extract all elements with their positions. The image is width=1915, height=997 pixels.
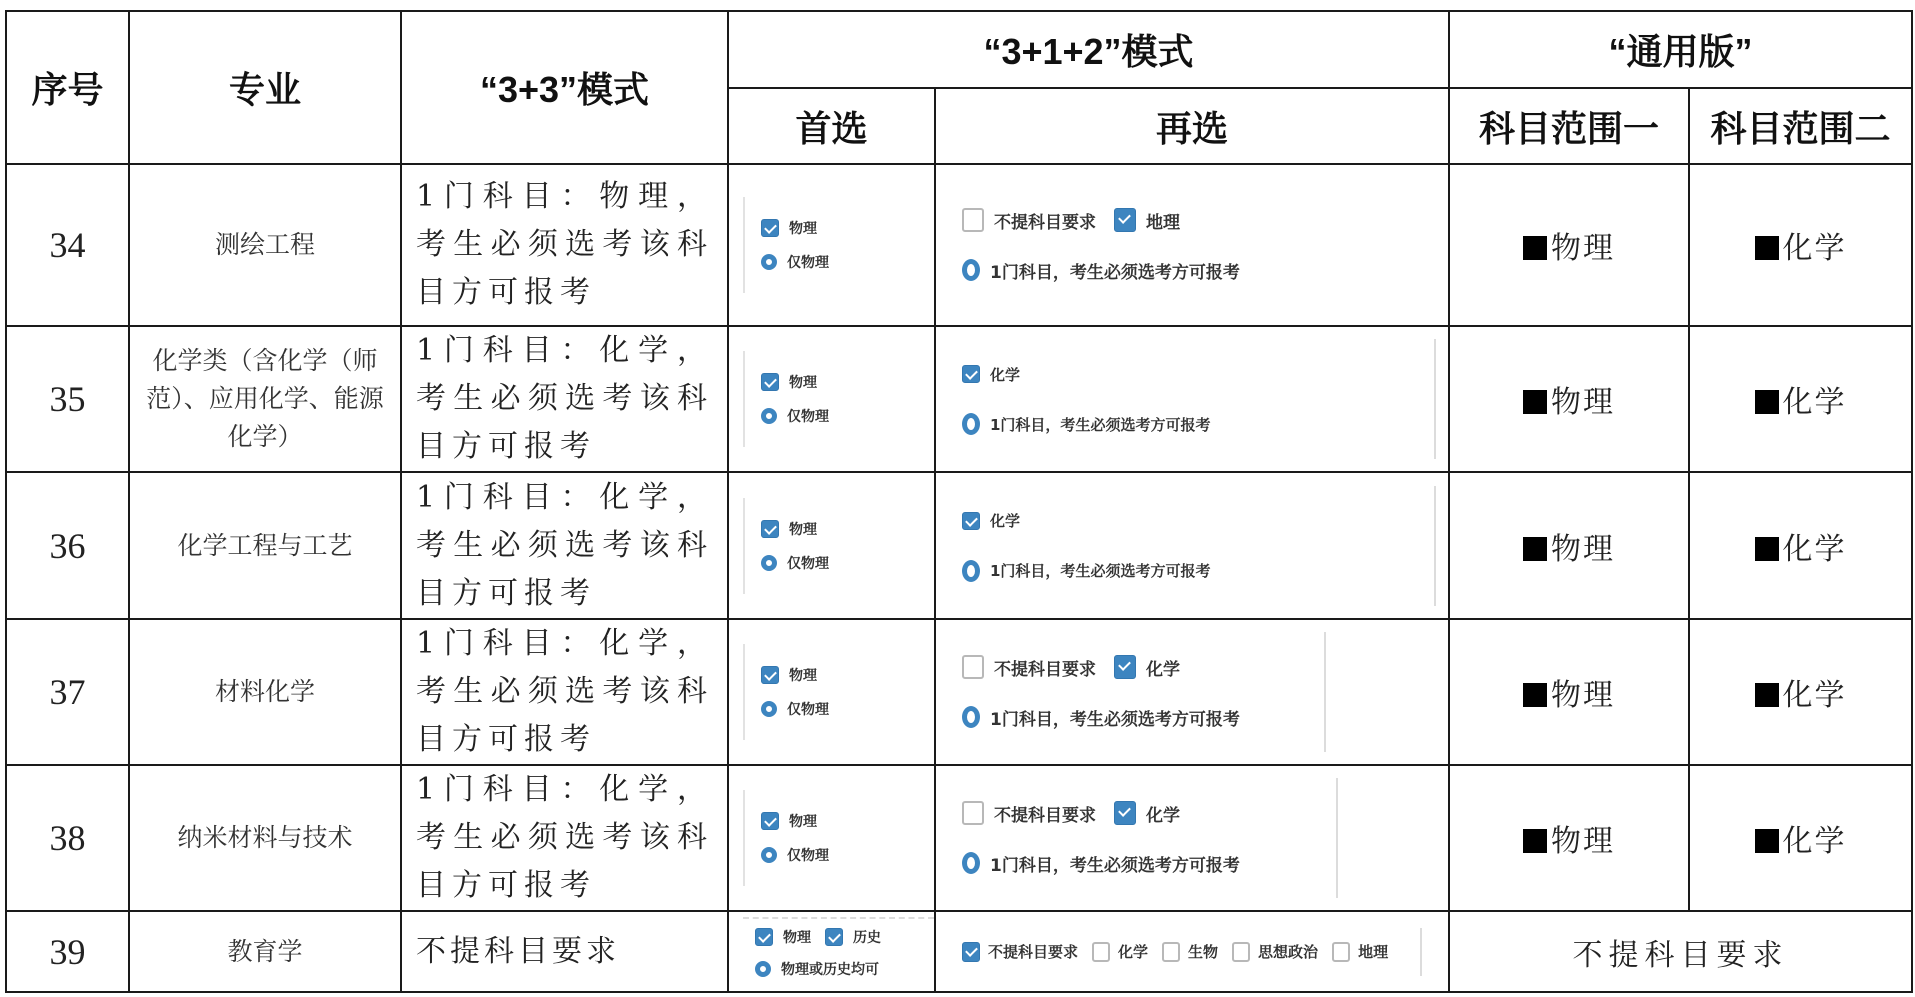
row-seq: 37 <box>6 619 129 765</box>
row-range1 <box>1449 164 1689 326</box>
range2-value: 化学 <box>1782 385 1847 420</box>
filled-square-icon <box>1523 236 1547 260</box>
re-select-panel <box>936 349 1448 449</box>
checkbox-label: 地理 <box>1146 212 1180 233</box>
radio-label: 仅物理 <box>787 702 829 718</box>
header-seq: 序号 <box>6 11 129 164</box>
checkbox-checked-icon[interactable] <box>755 928 773 946</box>
checkbox-label: 物理 <box>783 929 811 946</box>
row-re-select <box>935 472 1449 619</box>
row-re-select <box>935 619 1449 765</box>
header-mode-3-1-2: “3+1+2”模式 <box>728 11 1449 88</box>
checkbox-checked-icon[interactable] <box>1114 801 1136 825</box>
radio-selected-icon[interactable] <box>962 413 980 435</box>
checkbox-label: 不提科目要求 <box>994 212 1096 233</box>
radio-selected-icon[interactable] <box>761 408 777 424</box>
checkbox-label: 化学 <box>1118 943 1149 961</box>
header-mode-3-3: “3+3”模式 <box>401 11 728 164</box>
checkbox-unchecked-icon[interactable] <box>1092 942 1110 962</box>
panel-divider <box>1434 339 1436 459</box>
checkbox-label: 生物 <box>1188 943 1219 961</box>
checkbox-unchecked-icon[interactable] <box>962 655 984 679</box>
first-choice-panel <box>743 790 934 886</box>
range1-value: 物理 <box>1551 824 1615 859</box>
table-row <box>6 326 1912 472</box>
radio-label: 仅物理 <box>787 255 829 271</box>
re-select-panel <box>936 788 1448 888</box>
checkbox-label: 地理 <box>1358 943 1389 961</box>
re-select-panel <box>936 496 1448 596</box>
checkbox-label: 化学 <box>1146 659 1180 680</box>
first-choice-panel <box>729 919 934 987</box>
row-first-choice <box>728 619 935 765</box>
row-mode-3-3: 1门科目：化学，考生必须选考该科目方可报考 <box>401 619 728 765</box>
checkbox-label: 化学 <box>1146 805 1180 826</box>
radio-label: 1门科目，考生必须选考方可报考 <box>990 855 1240 876</box>
row-re-select <box>935 765 1449 911</box>
checkbox-label: 物理 <box>789 221 817 237</box>
checkbox-checked-icon[interactable] <box>761 373 779 391</box>
checkbox-unchecked-icon[interactable] <box>962 801 984 825</box>
radio-label: 1门科目，考生必须选考方可报考 <box>990 709 1240 730</box>
row-seq: 36 <box>6 472 129 619</box>
first-choice-panel <box>743 498 934 594</box>
table-row <box>6 619 1912 765</box>
range1-value: 物理 <box>1551 531 1615 567</box>
radio-selected-icon[interactable] <box>761 701 777 717</box>
filled-square-icon <box>1755 236 1779 260</box>
first-choice-panel <box>743 197 934 293</box>
row-mode-3-3: 1门科目：物理，考生必须选考该科目方可报考 <box>401 164 728 326</box>
radio-selected-icon[interactable] <box>962 560 980 582</box>
header-general: “通用版” <box>1449 11 1912 88</box>
row-mode-3-3: 1门科目：化学，考生必须选考该科目方可报考 <box>401 765 728 911</box>
radio-selected-icon[interactable] <box>755 961 771 977</box>
radio-label: 1门科目，考生必须选考方可报考 <box>990 262 1240 283</box>
row-range1 <box>1449 619 1689 765</box>
radio-selected-icon[interactable] <box>761 847 777 863</box>
radio-label: 物理或历史均可 <box>781 961 879 978</box>
range1-value: 物理 <box>1551 678 1615 713</box>
re-select-panel <box>936 642 1448 742</box>
radio-selected-icon[interactable] <box>962 706 980 728</box>
filled-square-icon <box>1755 829 1779 853</box>
checkbox-checked-icon[interactable] <box>825 928 843 946</box>
checkbox-label: 化学 <box>990 365 1021 384</box>
radio-label: 1门科目，考生必须选考方可报考 <box>990 562 1211 580</box>
filled-square-icon <box>1755 537 1779 561</box>
row-re-select <box>935 164 1449 326</box>
panel-divider <box>1336 778 1338 898</box>
row-first-choice <box>728 326 935 472</box>
checkbox-checked-icon[interactable] <box>761 219 779 237</box>
panel-divider <box>1434 486 1436 606</box>
row-seq: 34 <box>6 164 129 326</box>
table-row <box>6 765 1912 911</box>
checkbox-checked-icon[interactable] <box>761 812 779 830</box>
checkbox-checked-icon[interactable] <box>1114 655 1136 679</box>
first-choice-panel <box>743 351 934 447</box>
row-first-choice <box>728 765 935 911</box>
row-range1 <box>1449 326 1689 472</box>
filled-square-icon <box>1755 683 1779 707</box>
row-major: 测绘工程 <box>129 164 401 326</box>
row-first-choice <box>728 164 935 326</box>
checkbox-label: 物理 <box>789 521 817 538</box>
range2-value: 化学 <box>1782 824 1847 859</box>
row-major: 纳米材料与技术 <box>129 765 401 911</box>
row-range2 <box>1689 164 1912 326</box>
header-first-choice: 首选 <box>728 88 935 164</box>
filled-square-icon <box>1523 683 1547 707</box>
row-re-select <box>935 911 1449 992</box>
checkbox-checked-icon[interactable] <box>962 512 980 530</box>
radio-label: 仅物理 <box>787 848 829 864</box>
range2-value: 化学 <box>1782 531 1847 567</box>
row-first-choice <box>728 911 935 992</box>
radio-selected-icon[interactable] <box>761 254 777 270</box>
filled-square-icon <box>1523 537 1547 561</box>
checkbox-checked-icon[interactable] <box>761 666 779 684</box>
subject-requirements-table <box>5 10 1913 993</box>
re-select-panel <box>936 195 1448 295</box>
filled-square-icon <box>1523 829 1547 853</box>
row-range2 <box>1689 619 1912 765</box>
radio-label: 仅物理 <box>787 409 829 425</box>
range2-value: 化学 <box>1782 678 1847 713</box>
checkbox-label: 物理 <box>789 375 817 391</box>
header-re-select: 再选 <box>935 88 1449 164</box>
checkbox-label: 不提科目要求 <box>994 805 1096 826</box>
filled-square-icon <box>1755 390 1779 414</box>
radio-label: 1门科目，考生必须选考方可报考 <box>990 415 1211 434</box>
panel-divider <box>1324 632 1326 752</box>
radio-label: 仅物理 <box>787 555 829 572</box>
checkbox-unchecked-icon[interactable] <box>1162 942 1180 962</box>
checkbox-label: 历史 <box>853 929 881 946</box>
checkbox-label: 不提科目要求 <box>988 943 1079 961</box>
row-seq: 38 <box>6 765 129 911</box>
checkbox-label: 化学 <box>990 512 1021 530</box>
row-re-select <box>935 326 1449 472</box>
row-major: 教育学 <box>129 911 401 992</box>
checkbox-label: 不提科目要求 <box>994 659 1096 680</box>
re-select-panel <box>936 932 1448 972</box>
row-range2 <box>1689 472 1912 619</box>
row-major: 材料化学 <box>129 619 401 765</box>
checkbox-unchecked-icon[interactable] <box>962 208 984 232</box>
header-major: 专业 <box>129 11 401 164</box>
row-range2 <box>1689 326 1912 472</box>
row-major: 化学类（含化学（师范）、应用化学、能源化学） <box>129 326 401 472</box>
header-range1: 科目范围一 <box>1449 88 1689 164</box>
row-range1 <box>1449 472 1689 619</box>
row-seq: 39 <box>6 911 129 992</box>
radio-selected-icon[interactable] <box>962 852 980 874</box>
row-mode-3-3: 1门科目：化学，考生必须选考该科目方可报考 <box>401 326 728 472</box>
table-row <box>6 164 1912 326</box>
row-general: 不提科目要求 <box>1449 911 1912 992</box>
row-range2 <box>1689 765 1912 911</box>
checkbox-checked-icon[interactable] <box>962 365 980 383</box>
row-major: 化学工程与工艺 <box>129 472 401 619</box>
table-row <box>6 472 1912 619</box>
checkbox-unchecked-icon[interactable] <box>1332 942 1350 962</box>
range1-value: 物理 <box>1551 385 1615 420</box>
range1-value: 物理 <box>1551 231 1615 266</box>
checkbox-checked-icon[interactable] <box>962 942 980 962</box>
checkbox-label: 思想政治 <box>1258 943 1319 961</box>
checkbox-label: 物理 <box>789 814 817 830</box>
header-range2: 科目范围二 <box>1689 88 1912 164</box>
row-first-choice <box>728 472 935 619</box>
range2-value: 化学 <box>1782 231 1847 266</box>
row-mode-3-3: 不提科目要求 <box>401 911 728 992</box>
checkbox-checked-icon[interactable] <box>761 520 779 538</box>
panel-divider <box>1420 928 1422 976</box>
checkbox-unchecked-icon[interactable] <box>1232 942 1250 962</box>
row-range1 <box>1449 765 1689 911</box>
filled-square-icon <box>1523 390 1547 414</box>
first-choice-panel <box>743 644 934 740</box>
row-mode-3-3: 1门科目：化学，考生必须选考该科目方可报考 <box>401 472 728 619</box>
checkbox-label: 物理 <box>789 668 817 684</box>
table-row <box>6 911 1912 992</box>
radio-selected-icon[interactable] <box>761 555 777 571</box>
row-seq: 35 <box>6 326 129 472</box>
checkbox-checked-icon[interactable] <box>1114 208 1136 232</box>
radio-selected-icon[interactable] <box>962 259 980 281</box>
